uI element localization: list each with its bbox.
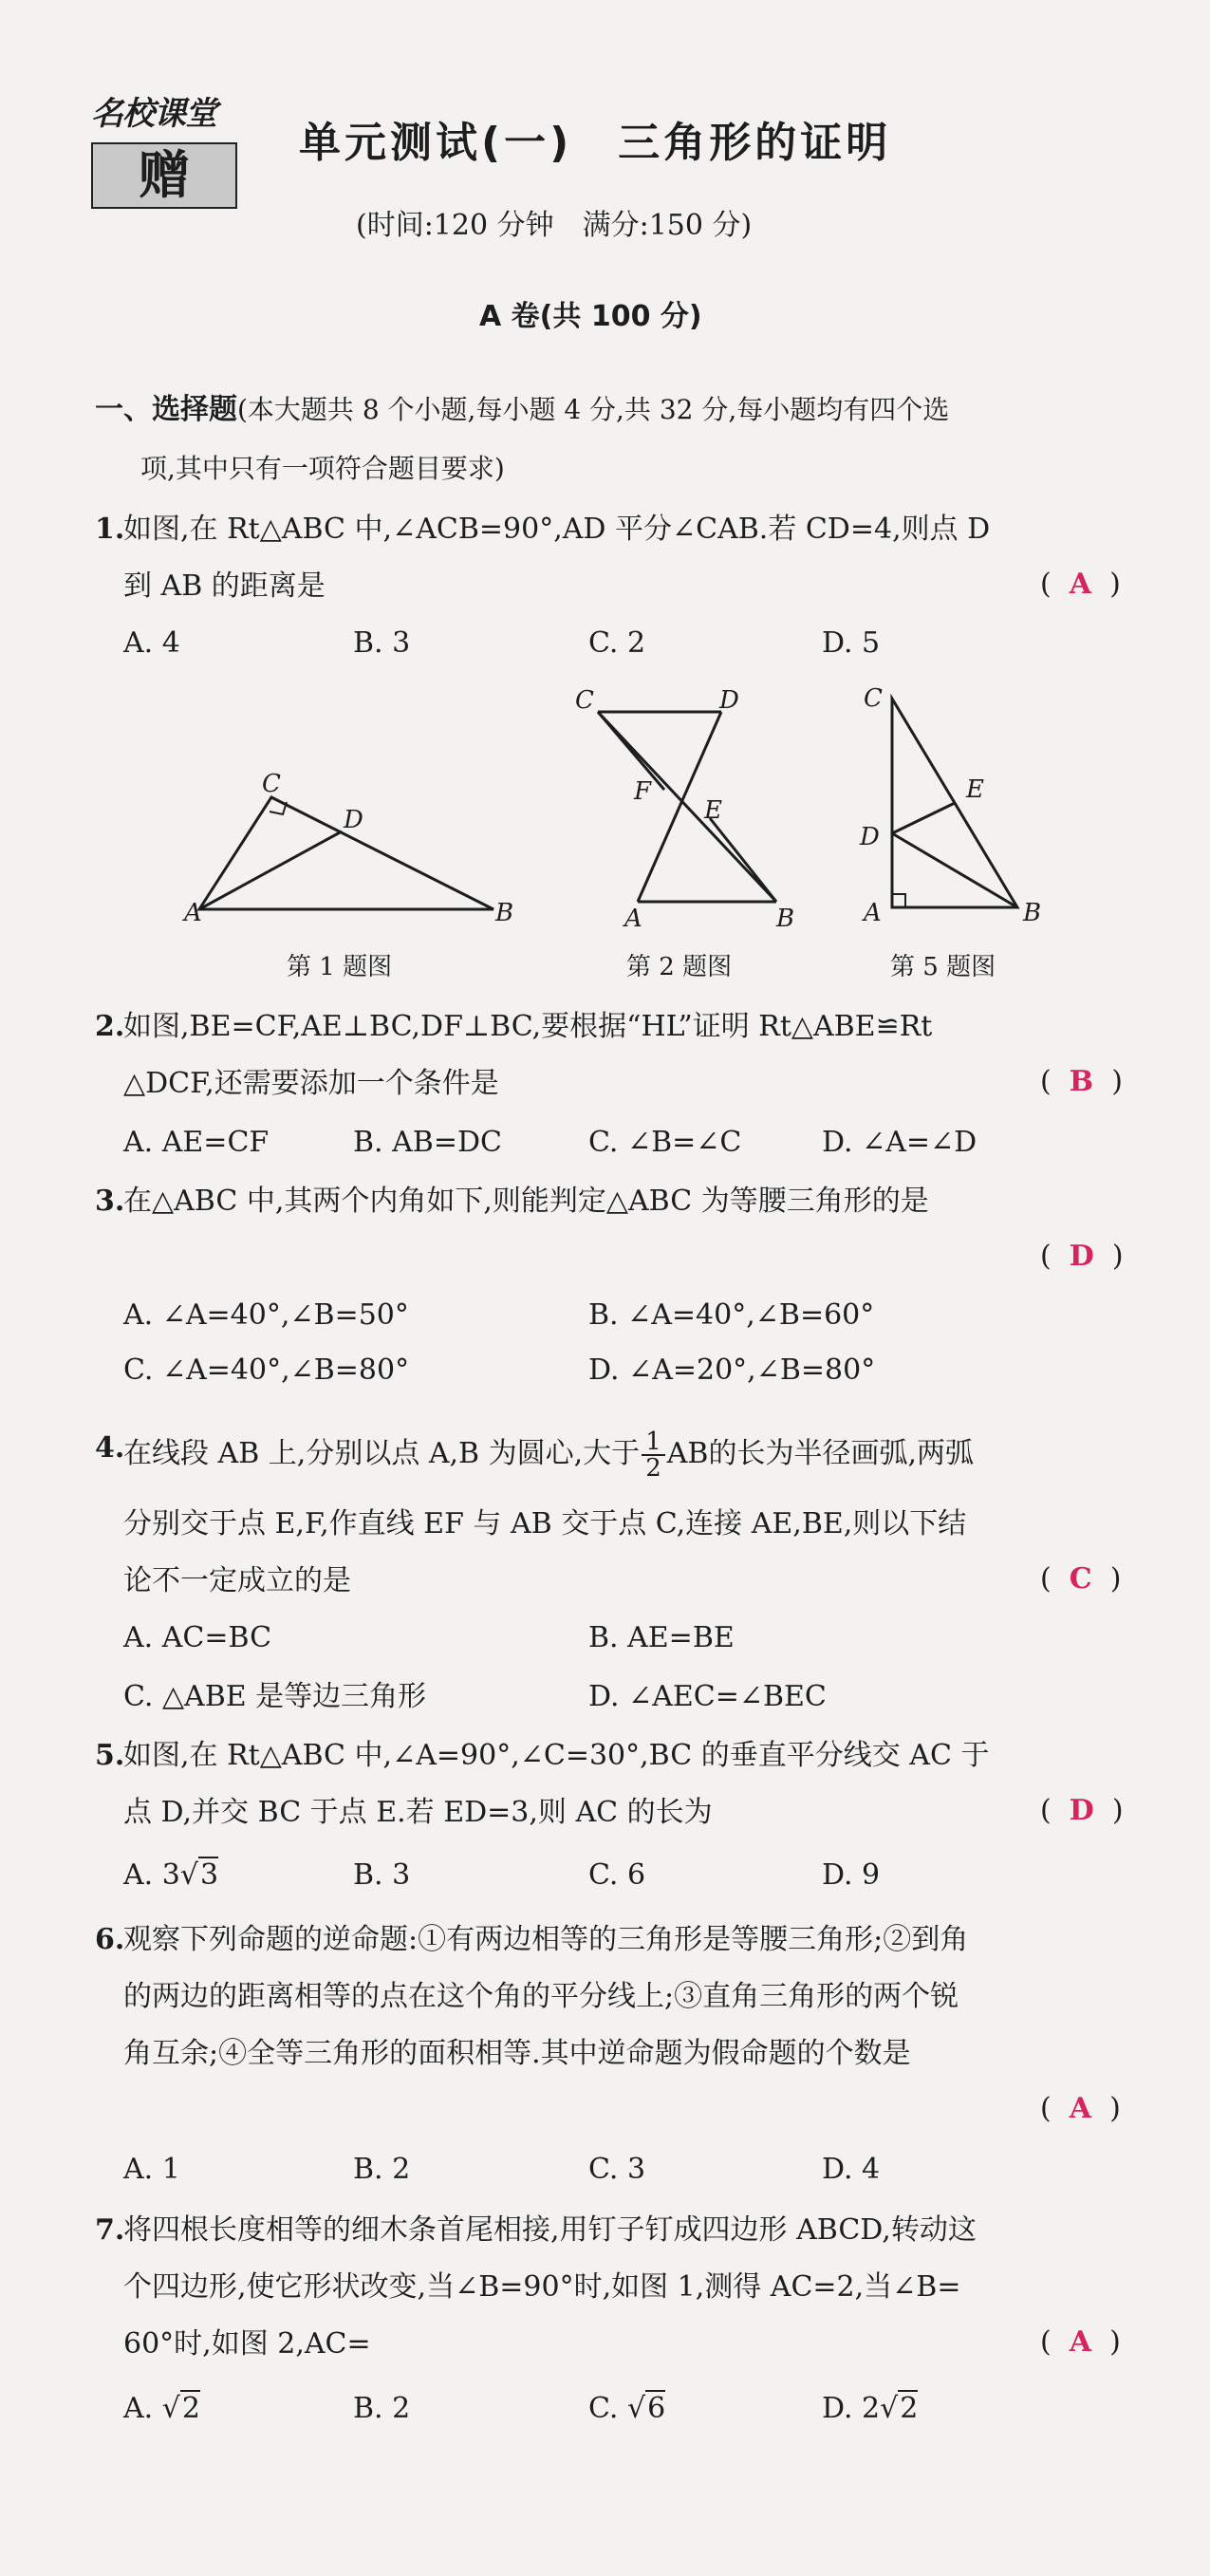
figure-2-triangles [598,712,776,902]
fig5-label-d: D [860,823,880,851]
q5-option-b[interactable]: B. 3 [353,1858,411,1892]
q6-option-b[interactable]: B. 2 [353,2153,411,2186]
q3-option-c[interactable]: C. ∠A=40°,∠B=80° [123,1353,410,1387]
q6-line2: 的两边的距离相等的点在这个角的平分线上;③直角三角形的两个锐 [123,1980,959,2013]
fig1-label-d: D [344,806,363,834]
q7-number: 7. [95,2213,125,2247]
q5-option-a[interactable]: A. 3√3 [123,1858,219,1892]
q4-option-b[interactable]: B. AE=BE [588,1621,735,1654]
q7-answer-box: ( A ) [1040,2325,1121,2359]
q6-option-a[interactable]: A. 1 [123,2153,180,2186]
q7-option-c-radicand: 6 [647,2392,666,2425]
q4-option-a[interactable]: A. AC=BC [123,1621,272,1654]
fig1-label-b: B [495,899,514,927]
q3-answer: D [1069,1240,1094,1273]
q3-number: 3. [95,1185,125,1218]
q4-option-d[interactable]: D. ∠AEC=∠BEC [588,1680,827,1713]
q3-option-d[interactable]: D. ∠A=20°,∠B=80° [588,1353,876,1387]
page-title: 单元测试(一) 三角形的证明 [299,119,892,167]
q1-option-b[interactable]: B. 3 [353,626,411,660]
part1-desc-line2: 项,其中只有一项符合题目要求) [140,453,505,484]
fig2-label-c: C [575,686,594,715]
q6-line1: 观察下列命题的逆命题:①有两边相等的三角形是等腰三角形;②到角 [123,1923,969,1956]
q4-answer-box: ( C ) [1040,1562,1122,1596]
q6-answer-box: ( A ) [1040,2092,1121,2125]
q7-option-c-label: C. [588,2392,627,2425]
part1-desc-line1: (本大题共 8 个小题,每小题 4 分,共 32 分,每小题均有四个选 [237,394,950,425]
q3-option-b[interactable]: B. ∠A=40°,∠B=60° [588,1298,875,1332]
fig1-caption: 第 1 题图 [287,953,393,981]
q5-answer: D [1069,1794,1094,1827]
q5-option-c[interactable]: C. 6 [588,1858,646,1892]
q1-option-d[interactable]: D. 5 [822,626,881,660]
q7-line3: 60°时,如图 2,AC= [123,2327,371,2361]
fig5-label-c: C [864,684,883,713]
q2-number: 2. [95,1010,125,1043]
fig5-label-e: E [966,775,984,804]
q7-option-d-radicand: 2 [900,2392,919,2425]
fig2-label-a: A [624,905,642,933]
q5-line1: 如图,在 Rt△ABC 中,∠A=90°,∠C=30°,BC 的垂直平分线交 AC 于 [123,1739,990,1772]
q5-option-a-coef: A. 3 [123,1858,180,1892]
q4-line1 [123,1429,974,1481]
q7-option-a-label: A. [123,2392,162,2425]
q4-frac-den: 2 [645,1454,661,1483]
q7-line1: 将四根长度相等的细木条首尾相接,用钉子钉成四边形 ABCD,转动这 [123,2213,977,2247]
q2-line2: △DCF,还需要添加一个条件是 [123,1067,499,1100]
q1-answer: A [1069,568,1092,601]
q5-option-d[interactable]: D. 9 [822,1858,881,1892]
section-heading: A 卷(共 100 分) [479,300,702,333]
q7-option-c[interactable]: C. √6 [588,2392,666,2425]
q7-line2: 个四边形,使它形状改变,当∠B=90°时,如图 1,测得 AC=2,当∠B= [123,2270,961,2304]
q6-line3: 角互余;④全等三角形的面积相等.其中逆命题为假命题的个数是 [123,2037,911,2070]
q1-option-a[interactable]: A. 4 [123,626,180,660]
q7-option-a[interactable]: A. √2 [123,2392,200,2425]
q1-option-c[interactable]: C. 2 [588,626,646,660]
q4-frac-num: 1 [642,1429,665,1456]
q5-number: 5. [95,1739,125,1772]
q6-answer: A [1069,2092,1092,2125]
q7-option-d-coef: D. 2 [822,2392,881,2425]
q4-line2: 分别交于点 E,F,作直线 EF 与 AB 交于点 C,连接 AE,BE,则以下结 [123,1507,967,1540]
q1-line2: 到 AB 的距离是 [123,569,326,603]
fig1-label-c: C [262,770,281,798]
q5-answer-box: ( D ) [1040,1794,1124,1827]
figures-row [0,664,1210,987]
q1-number: 1. [95,513,125,546]
figure-5-triangle [892,699,1017,907]
q5-option-a-radicand: 3 [199,1858,219,1892]
q2-line1: 如图,BE=CF,AE⊥BC,DF⊥BC,要根据“HL”证明 Rt△ABE≌Rt [123,1010,933,1043]
q6-option-c[interactable]: C. 3 [588,2153,646,2186]
fig2-label-b: B [776,905,795,933]
part1-title: 一、选择题 [95,393,237,426]
fig2-label-f: F [634,777,652,806]
part1-heading [95,391,949,429]
fig2-label-e: E [704,796,722,825]
badge-brand: 名校课堂 [91,95,216,133]
q7-option-b[interactable]: B. 2 [353,2392,411,2425]
q3-option-a[interactable]: A. ∠A=40°,∠B=50° [123,1298,409,1332]
q4-answer: C [1069,1562,1092,1596]
q5-line2: 点 D,并交 BC 于点 E.若 ED=3,则 AC 的长为 [123,1796,713,1829]
q4-line1-pre: 在线段 AB 上,分别以点 A,B 为圆心,大于 [123,1437,641,1470]
fig1-label-a: A [184,899,202,927]
q2-option-c[interactable]: C. ∠B=∠C [588,1126,742,1159]
q3-line1: 在△ABC 中,其两个内角如下,则能判定△ABC 为等腰三角形的是 [123,1185,929,1218]
q2-answer-box: ( B ) [1040,1065,1123,1098]
q7-answer: A [1069,2325,1092,2359]
q2-option-d[interactable]: D. ∠A=∠D [822,1126,977,1159]
fig5-label-b: B [1023,899,1042,927]
exam-subtitle: (时间:120 分钟 满分:150 分) [356,209,753,242]
q7-option-a-radicand: 2 [181,2392,200,2425]
q4-line1-post: AB的长为半径画弧,两弧 [666,1437,974,1470]
q2-option-a[interactable]: A. AE=CF [123,1126,270,1159]
fig2-caption: 第 2 题图 [626,953,733,981]
q6-option-d[interactable]: D. 4 [822,2153,881,2186]
badge-gift: 赠 [91,142,237,209]
q2-option-b[interactable]: B. AB=DC [353,1126,502,1159]
q2-answer: B [1069,1065,1094,1098]
q1-line1: 如图,在 Rt△ABC 中,∠ACB=90°,AD 平分∠CAB.若 CD=4,则点 D [123,513,991,546]
q4-line3: 论不一定成立的是 [123,1564,351,1597]
q4-option-c[interactable]: C. △ABE 是等边三角形 [123,1680,427,1713]
q6-number: 6. [95,1923,125,1956]
q4-fraction [642,1429,665,1481]
q4-number: 4. [95,1431,125,1465]
q1-answer-box: ( A ) [1040,568,1121,601]
fig5-label-a: A [864,899,882,927]
q7-option-d[interactable]: D. 2√2 [822,2392,919,2425]
q3-answer-box: ( D ) [1040,1240,1124,1273]
fig2-label-d: D [719,686,739,715]
fig5-caption: 第 5 题图 [890,953,996,981]
